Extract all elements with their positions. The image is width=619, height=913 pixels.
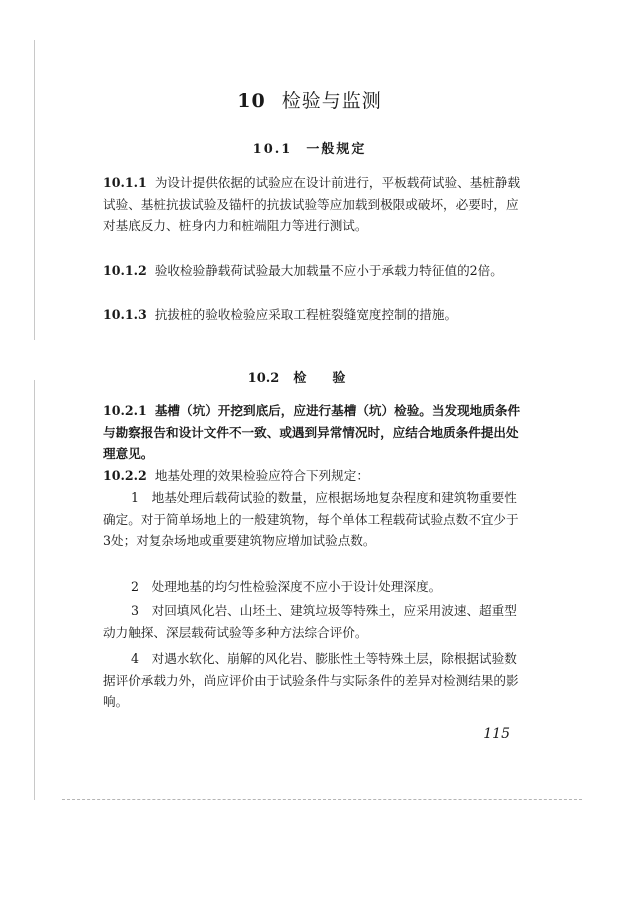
clause-number: 10.1.1 <box>103 175 147 190</box>
section-title <box>0 367 619 386</box>
list-item <box>103 487 521 552</box>
item-number: 4 <box>131 651 140 666</box>
item-number: 2 <box>131 579 140 594</box>
item-text: 处理地基的均匀性检验深度不应小于设计处理深度。 <box>151 579 442 594</box>
chapter-title-text: 检验与监测 <box>281 90 382 112</box>
item-number: 3 <box>131 603 140 618</box>
clause-number: 10.2.1 <box>103 403 147 418</box>
clause-number: 10.2.2 <box>103 468 147 483</box>
section-number: 10.2 <box>247 371 280 386</box>
item-number: 1 <box>131 490 140 505</box>
scan-margin-line <box>34 40 35 340</box>
list-item <box>103 648 521 713</box>
clause-10-1-3 <box>103 304 521 326</box>
scan-artifact-line <box>62 799 582 800</box>
clause-number: 10.1.2 <box>103 263 147 278</box>
item-text: 对回填风化岩、山坯土、建筑垃圾等特殊土，应采用波速、超重型动力触探、深层载荷试验等多种方法综合评价。 <box>103 603 517 640</box>
item-text: 对遇水软化、崩解的风化岩、膨胀性土等特殊土层，除根据试验数据评价承载力外，尚应评价由于试验条件与实际条件的差异对检测结果的影响。 <box>103 651 519 710</box>
clause-text: 为设计提供依据的试验应在设计前进行，平板载荷试验、基桩静载试验、基桩抗拔试验及锚杆的抗拔试验等应加载到极限或破坏，必要时，应对基底反力、桩身内力和桩端阻力等进行测试。 <box>103 175 521 234</box>
clause-10-1-2 <box>103 260 521 282</box>
clause-text: 验收检验静载荷试验最大加载量不应小于承载力特征值的2倍。 <box>154 263 503 278</box>
clause-10-1-1 <box>103 172 521 237</box>
chapter-number: 10 <box>237 90 266 112</box>
list-item <box>103 576 521 598</box>
section-title-text: 检验 <box>293 371 372 386</box>
clause-10-2-1 <box>103 400 521 465</box>
list-item <box>103 600 521 643</box>
chapter-title <box>0 86 619 113</box>
page-number: 115 <box>483 726 510 742</box>
scan-margin-line <box>34 380 35 800</box>
clause-text: 抗拔桩的验收检验应采取工程桩裂缝宽度控制的措施。 <box>154 307 458 322</box>
section-title-text: 一般规定 <box>306 142 367 157</box>
clause-10-2-2 <box>103 465 521 487</box>
item-text: 地基处理后载荷试验的数量，应根据场地复杂程度和建筑物重要性确定。对于简单场地上的一般建筑物，每个单体工程载荷试验点数不宜少于3处；对复杂场地或重要建筑物应增加试验点数。 <box>103 490 519 549</box>
clause-number: 10.1.3 <box>103 307 147 322</box>
clause-text: 基槽（坑）开挖到底后，应进行基槽（坑）检验。当发现地质条件与勘察报告和设计文件不一致、或遇到异常情况时，应结合地质条件提出处理意见。 <box>103 403 521 462</box>
section-title <box>0 138 619 157</box>
clause-text: 地基处理的效果检验应符合下列规定： <box>154 468 369 483</box>
section-number: 10.1 <box>252 142 293 157</box>
